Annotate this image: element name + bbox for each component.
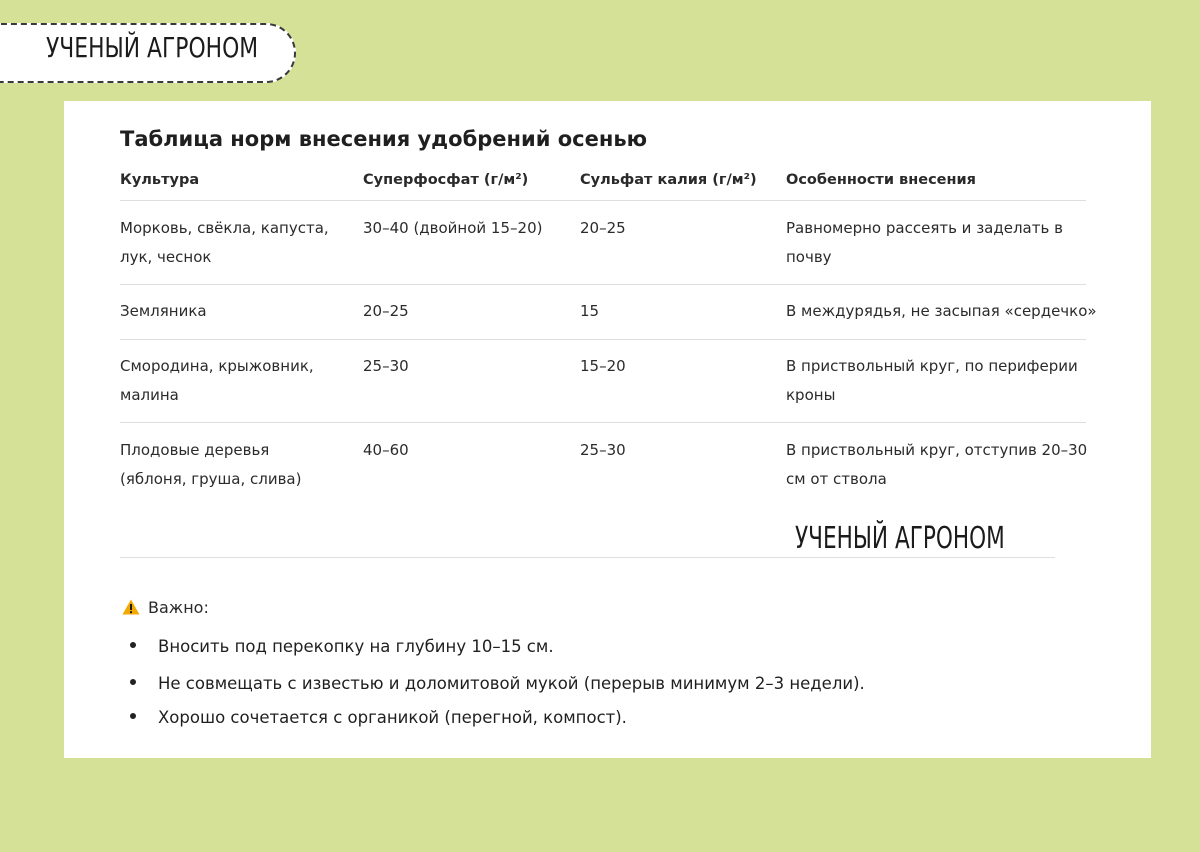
list-item: Хорошо сочетается с органикой (перегной, компост). bbox=[130, 708, 627, 727]
table-cell-potassium: 15 bbox=[580, 302, 600, 320]
table-cell-crop: Плодовые деревья (яблоня, груша, слива) bbox=[120, 441, 302, 488]
table-cell-notes: В приствольный круг, по периферии кроны bbox=[786, 357, 1078, 404]
column-header-crop: Культура bbox=[120, 172, 200, 188]
table-cell-crop: Земляника bbox=[120, 302, 207, 320]
row-divider bbox=[120, 339, 1086, 340]
table-cell-potassium: 20–25 bbox=[580, 219, 626, 237]
table-title: Таблица норм внесения удобрений осенью bbox=[120, 127, 648, 151]
bullet-icon bbox=[130, 679, 136, 685]
important-label: Важно: bbox=[148, 598, 209, 617]
watermark-text: УЧЕНЫЙ АГРОНОМ bbox=[795, 521, 1005, 556]
table-cell-superphosphate: 20–25 bbox=[363, 302, 409, 320]
brand-logo-text: УЧЕНЫЙ АГРОНОМ bbox=[46, 31, 259, 64]
header-divider bbox=[120, 200, 1086, 201]
table-cell-superphosphate: 40–60 bbox=[363, 441, 409, 459]
row-divider bbox=[120, 422, 1086, 423]
table-cell-notes: В междурядья, не засыпая «сердечко» bbox=[786, 302, 1097, 320]
column-header-potassium: Сульфат калия (г/м²) bbox=[580, 172, 757, 188]
table-cell-crop: Морковь, свёкла, капуста, лук, чеснок bbox=[120, 219, 329, 266]
table-cell-potassium: 25–30 bbox=[580, 441, 626, 459]
list-item: Вносить под перекопку на глубину 10–15 см. bbox=[130, 637, 554, 656]
row-divider bbox=[120, 284, 1086, 285]
important-heading bbox=[122, 598, 209, 617]
content-card bbox=[64, 101, 1151, 758]
table-cell-crop: Смородина, крыжовник, малина bbox=[120, 357, 314, 404]
table-cell-notes: В приствольный круг, отступив 20–30 см от ствола bbox=[786, 441, 1088, 488]
table-cell-superphosphate: 25–30 bbox=[363, 357, 409, 375]
bullet-icon bbox=[130, 642, 136, 648]
bullet-icon bbox=[130, 713, 136, 719]
table-cell-notes: Равномерно рассеять и заделать в почву bbox=[786, 219, 1063, 266]
column-header-superphosphate: Суперфосфат (г/м²) bbox=[363, 172, 529, 188]
table-bottom-divider bbox=[120, 557, 1055, 558]
warning-icon bbox=[122, 599, 140, 615]
table-cell-potassium: 15–20 bbox=[580, 357, 626, 375]
column-header-notes: Особенности внесения bbox=[786, 172, 976, 188]
table-cell-superphosphate: 30–40 (двойной 15–20) bbox=[363, 219, 543, 237]
list-item: Не совмещать с известью и доломитовой мукой (перерыв минимум 2–3 недели). bbox=[130, 674, 865, 693]
